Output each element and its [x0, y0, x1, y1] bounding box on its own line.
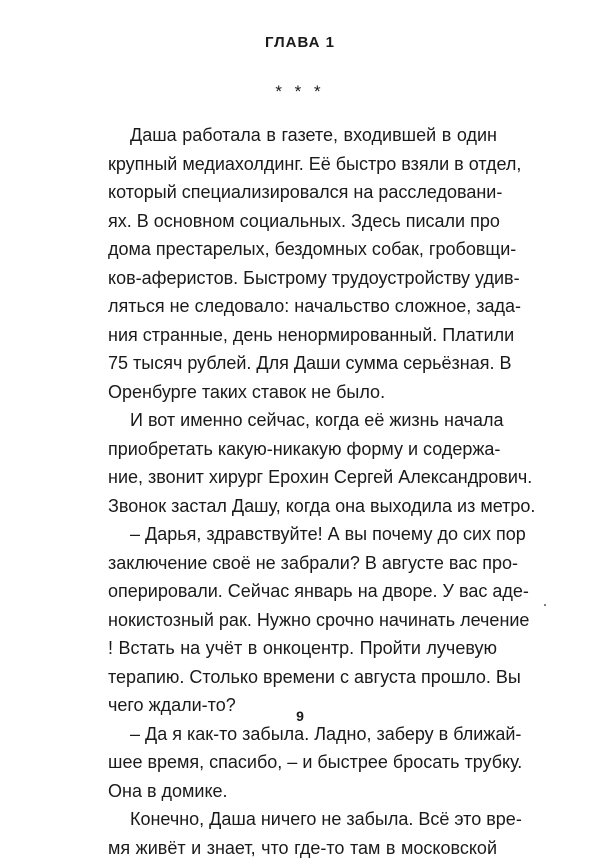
- text-line: ляться не следовало: начальство сложное, зада-: [108, 292, 497, 321]
- text-line: Звонок застал Дашу, когда она выходила из метро.: [108, 492, 497, 521]
- paragraph-3: [108, 520, 497, 720]
- text-line: приобретать какую-никакую форму и содержа-: [108, 435, 497, 464]
- text-line: ях. В основном социальных. Здесь писали про: [108, 207, 497, 236]
- chapter-title: ГЛАВА 1: [0, 34, 600, 51]
- text-line: нокистозный рак. Нужно срочно начинать лечение: [108, 606, 497, 635]
- paragraph-4: [108, 720, 497, 806]
- body-text: [108, 121, 497, 862]
- paragraph-2: [108, 406, 497, 520]
- text-line: И вот именно сейчас, когда её жизнь начала: [108, 406, 497, 435]
- text-line: Оренбурге таких ставок не было.: [108, 378, 497, 407]
- text-line: Конечно, Даша ничего не забыла. Всё это вре-: [108, 805, 497, 834]
- text-line: заключение своё не забрали? В августе вас про-: [108, 549, 497, 578]
- text-line: – Да я как-то забыла. Ладно, заберу в ближай-: [108, 720, 497, 749]
- text-line: чего ждали-то?: [108, 691, 497, 720]
- text-line: ние, звонит хирург Ерохин Сергей Александрович.: [108, 463, 497, 492]
- page-number: 9: [0, 708, 600, 724]
- section-separator: * * *: [0, 82, 600, 102]
- text-line: ! Встать на учёт в онкоцентр. Пройти лучевую: [108, 634, 497, 663]
- text-line: ков-аферистов. Быстрому трудоустройству удив-: [108, 264, 497, 293]
- paragraph-1: [108, 121, 497, 406]
- text-line: оперировали. Сейчас январь на дворе. У вас аде-: [108, 577, 497, 606]
- text-line: мя живёт и знает, что где-то там в московской: [108, 834, 497, 862]
- print-speck: [544, 604, 546, 606]
- text-line: крупный медиахолдинг. Её быстро взяли в отдел,: [108, 150, 497, 179]
- text-line: – Дарья, здравствуйте! А вы почему до сих пор: [108, 520, 497, 549]
- text-line: Она в домике.: [108, 777, 497, 806]
- text-line: терапию. Столько времени с августа прошло. Вы: [108, 663, 497, 692]
- text-line: дома престарелых, бездомных собак, гробовщи-: [108, 235, 497, 264]
- text-line: который специализировался на расследовани-: [108, 178, 497, 207]
- text-line: Даша работала в газете, входившей в один: [108, 121, 497, 150]
- paragraph-5: [108, 805, 497, 862]
- text-line: 75 тысяч рублей. Для Даши сумма серьёзная. В: [108, 349, 497, 378]
- text-line: ния странные, день ненормированный. Платили: [108, 321, 497, 350]
- text-line: шее время, спасибо, – и быстрее бросать трубку.: [108, 748, 497, 777]
